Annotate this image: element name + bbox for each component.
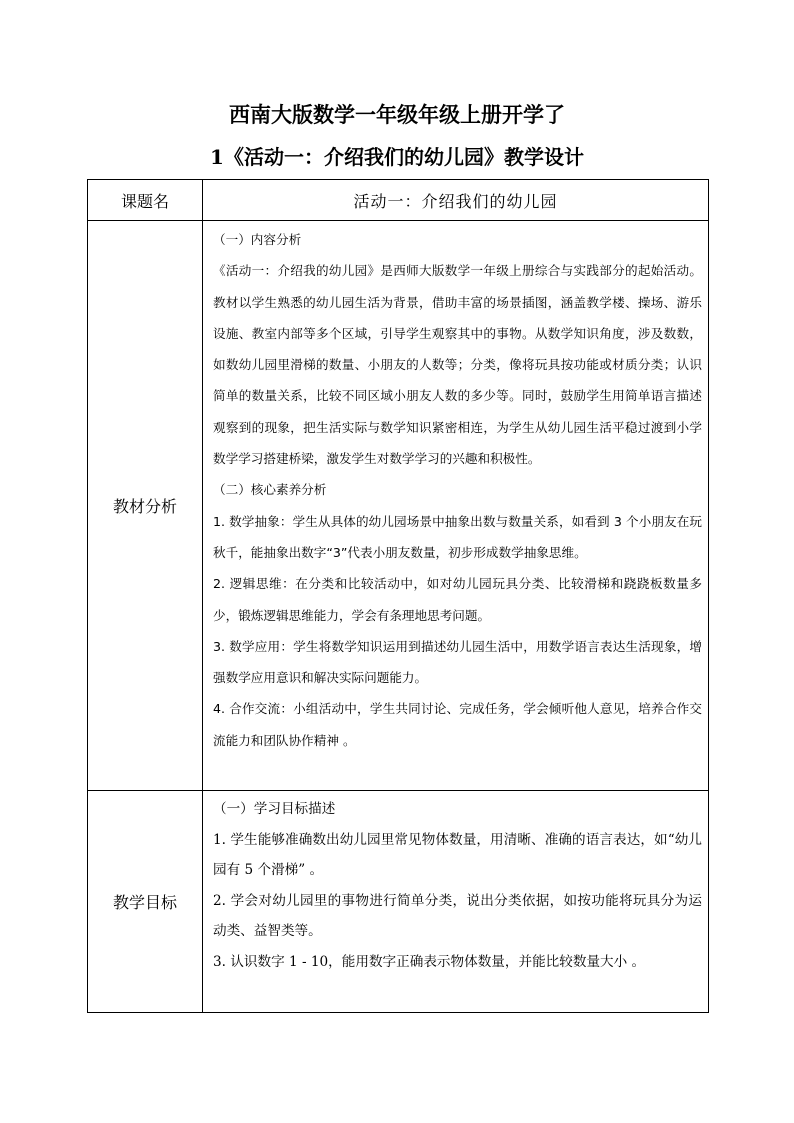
literacy-item-application: 3. 数学应用：学生将数学知识运用到描述幼儿园生活中，用数学语言表达生活现象，增强数学应用意识和解决实际问题能力。 [213, 638, 702, 686]
goals-content [203, 791, 709, 1013]
analysis-heading-literacy: （二）核心素养分析 [213, 482, 327, 498]
document-title: 西南大版数学一年级年级上册开学了 [229, 103, 565, 127]
topic-value: 活动一：介绍我们的幼儿园 [203, 180, 709, 221]
lesson-plan-table [87, 179, 709, 1013]
goals-heading: （一）学习目标描述 [213, 801, 336, 817]
goal-item-counting: 1. 学生能够准确数出幼儿园里常见物体数量，用清晰、准确的语言表达，如“幼儿园有 5 个滑梯” 。 [213, 831, 702, 878]
literacy-item-logic: 2. 逻辑思维：在分类和比较活动中，如对幼儿园玩具分类、比较滑梯和跷跷板数量多少，锻炼逻辑思维能力，学会有条理地思考问题。 [213, 576, 702, 623]
literacy-item-cooperation: 4. 合作交流：小组活动中，学生共同讨论、完成任务，学会倾听他人意见，培养合作交流能力和团队协作精神 。 [213, 701, 702, 748]
table-row-topic [88, 180, 709, 221]
analysis-content [203, 221, 709, 791]
analysis-label: 教材分析 [88, 221, 203, 791]
analysis-paragraph-content: 《活动一：介绍我的幼儿园》是西师大版数学一年级上册综合与实践部分的起始活动。教材以学生熟悉的幼儿园生活为背景，借助丰富的场景插图，涵盖教学楼、操场、游乐设施、教室内部等多个区域，引导学生观察其中的事物。从数学知识角度，涉及数数，如数幼儿园里滑梯的数量、小朋友的人数等；分类，像将玩具按功能或材质分类；认识简单的数量关系，比较不同区域小朋友人数的多少等。同时，鼓励学生用简单语言描述观察到的现象，把生活实际与数学知识紧密相连，为学生从幼儿园生活平稳过渡到小学数学学习搭建桥梁，激发学生对数学学习的兴趣和积极性。 [213, 263, 702, 467]
document-subtitle: 1《活动一：介绍我们的幼儿园》教学设计 [210, 145, 584, 169]
goal-item-numbers: 3. 认识数字 1 - 10，能用数字正确表示物体数量，并能比较数量大小 。 [213, 953, 646, 970]
table-row-goals [88, 791, 709, 1013]
table-row-analysis [88, 221, 709, 791]
topic-label: 课题名 [88, 180, 203, 221]
goal-item-classification: 2. 学会对幼儿园里的事物进行简单分类，说出分类依据，如按功能将玩具分为运动类、益智类等。 [213, 892, 702, 939]
literacy-item-abstraction: 1. 数学抽象：学生从具体的幼儿园场景中抽象出数与数量关系，如看到 3 个小朋友在玩秋千，能抽象出数字“3”代表小朋友数量，初步形成数学抽象思维。 [213, 513, 702, 560]
goals-label: 教学目标 [88, 791, 203, 1013]
analysis-heading-content: （一）内容分析 [213, 232, 302, 247]
